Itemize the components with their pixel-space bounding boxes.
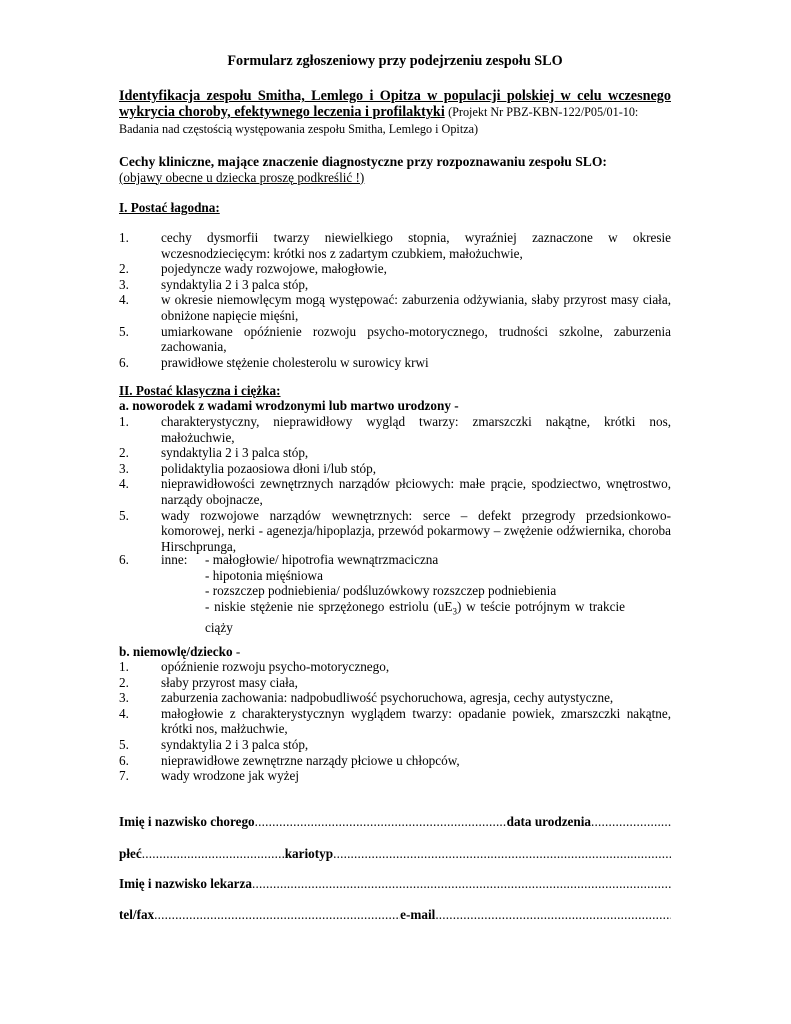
list-number: 1.: [119, 659, 129, 674]
item6-sublist: [205, 552, 625, 636]
project-heading: Identyfikacja zespołu Smitha, Lemlego i Opitza w populacji polskiej w celu wczesnego wykrycia choroby, efektywnego leczenia i profilaktyki: [119, 88, 671, 120]
doctor-name-label: Imię i nazwisko lekarza: [119, 876, 252, 891]
list-item: [119, 324, 671, 355]
project-subtitle: Badania nad częstością występowania zespołu Smitha, Lemlego i Opitza): [119, 121, 479, 136]
list-item: [119, 706, 671, 737]
list-text: słaby przyrost masy ciała,: [161, 674, 298, 690]
list-text: prawidłowe stężenie cholesterolu w surowicy krwi: [161, 354, 429, 370]
email-field[interactable]: [435, 907, 671, 923]
list-item: [119, 768, 671, 784]
item6-subitem: - małogłowie/ hipotrofia wewnątrzmaciczna: [205, 552, 439, 567]
list-number: 5.: [119, 736, 129, 752]
list-number: 5.: [119, 507, 129, 523]
list-number: 4.: [119, 705, 129, 721]
birth-date-field[interactable]: [591, 814, 671, 830]
list-text: syndaktylia 2 i 3 palca stóp,: [161, 736, 309, 752]
item6-estriol-sub: 3: [452, 606, 457, 617]
list-item: [119, 690, 671, 706]
list-text: syndaktylia 2 i 3 palca stóp,: [161, 276, 309, 292]
sex-field[interactable]: [142, 846, 285, 862]
list-number: 3.: [119, 690, 129, 706]
list-item: [119, 414, 671, 445]
doctor-name-field[interactable]: [252, 876, 671, 892]
features-instruction: (objawy obecne u dziecka proszę podkreślić !): [119, 169, 365, 185]
patient-name-field[interactable]: [255, 814, 507, 830]
list-item: [119, 230, 671, 261]
item6-estriol-text: - niskie stężenie nie sprzężonego estriolu (uE: [205, 598, 453, 614]
sub-b-label: b. niemowlę/dziecko: [119, 644, 233, 659]
list-item: [119, 445, 671, 461]
item6-subitem: - rozszczep podniebienia/ podśluzówkowy rozszczep podniebienia: [205, 583, 557, 599]
list-item: [119, 476, 671, 507]
list-text: syndaktylia 2 i 3 palca stóp,: [161, 445, 309, 461]
list-text: w okresie niemowlęcym mogą występować: zaburzenia odżywiania, słaby przyrost masy ciała, obniżone napięcie mięśni,: [161, 292, 671, 323]
list-item: [119, 737, 671, 753]
list-text: wady wrodzone jak wyżej: [161, 768, 300, 784]
section1-heading: I. Postać łagodna:: [119, 200, 220, 215]
list-text: charakterystyczny, nieprawidłowy wygląd twarzy: zmarszczki nakątne, krótki nos, małożuchwie,: [161, 414, 671, 445]
section2-heading: II. Postać klasyczna i ciężka:: [119, 383, 281, 398]
list-text: zaburzenia zachowania: nadpobudliwość psychoruchowa, agresja, cechy autystyczne,: [161, 690, 614, 706]
project-block: [119, 88, 671, 137]
section2b-list: [119, 659, 671, 784]
list-number: 4.: [119, 292, 129, 308]
sex-karyotype-row[interactable]: [119, 846, 671, 862]
karyotype-label: kariotyp: [284, 846, 334, 861]
list-text: opóźnienie rozwoju psycho-motorycznego,: [161, 659, 390, 674]
section2-sub-b: [119, 644, 240, 660]
list-number: 3.: [119, 276, 129, 292]
features-heading: Cechy kliniczne, mające znaczenie diagnostyczne przy rozpoznawaniu zespołu SLO:: [119, 154, 607, 169]
birth-date-label: data urodzenia: [506, 814, 591, 829]
list-number: 4.: [119, 476, 129, 492]
document-title: Formularz zgłoszeniowy przy podejrzeniu zespołu SLO: [227, 53, 563, 69]
features-block: [119, 154, 671, 185]
sub-b-dash: -: [232, 644, 241, 659]
list-text: pojedyncze wady rozwojowe, małogłowie,: [161, 261, 387, 277]
list-item: [119, 355, 671, 371]
list-number: 3.: [119, 460, 129, 476]
list-item: [119, 277, 671, 293]
patient-name-label: Imię i nazwisko chorego: [119, 814, 255, 829]
list-text: nieprawidłowe zewnętrzne narządy płciowe u chłopców,: [161, 752, 460, 768]
list-number: 7.: [119, 768, 129, 784]
list-text: nieprawidłowości zewnętrznych narządów płciowych: małe prącie, spodziectwo, wnętrostwo, narządy obojnacze,: [161, 476, 671, 507]
list-text: cechy dysmorfii twarzy niewielkiego stopnia, wyraźniej zaznaczone w okresie wczesnodziecięcym: krótki nos z zadartym czubkiem, małożuchwie,: [161, 230, 671, 261]
list-item: [119, 292, 671, 323]
list-item: [119, 508, 671, 555]
item6-label: inne:: [161, 552, 188, 567]
list-item: [119, 659, 671, 675]
list-text: wady rozwojowe narządów wewnętrznych: serce – defekt przegrody przedsionkowo-komorowej, nerki - agenezja/hipoplazja, przewód pokarmowy – zwężenie odźwiernika, choroba Hirschprunga,: [161, 507, 671, 554]
list-number: 2.: [119, 445, 129, 461]
list-text: polidaktylia pozaosiowa dłoni i/lub stóp,: [161, 460, 377, 476]
project-code: (Projekt Nr PBZ-KBN-122/P05/01-10:: [448, 105, 639, 119]
section2a-list: [119, 414, 671, 554]
list-item: [119, 753, 671, 769]
list-number: 2.: [119, 674, 129, 690]
list-item: [119, 261, 671, 277]
list-text: umiarkowane opóźnienie rozwoju psycho-motorycznego, trudności szkolne, zaburzenia zachowania,: [161, 323, 671, 355]
list-number: 6.: [119, 552, 129, 567]
item6-subitem-estriol: [205, 599, 625, 636]
list-number: 2.: [119, 261, 129, 277]
item6-estriol-text-b: ) w teście potrójnym w trakcie ciąży: [205, 598, 625, 636]
tel-fax-field[interactable]: [154, 907, 400, 923]
karyotype-field[interactable]: [333, 846, 671, 862]
contact-row[interactable]: [119, 907, 671, 923]
doctor-name-row[interactable]: [119, 876, 671, 892]
list-number: 1.: [119, 414, 129, 429]
section2a-item-6: [119, 552, 671, 636]
list-number: 6.: [119, 354, 129, 370]
list-number: 6.: [119, 752, 129, 768]
email-label: e-mail: [400, 907, 436, 922]
list-item: [119, 461, 671, 477]
item6-subitem: - hipotonia mięśniowa: [205, 567, 323, 583]
list-number: 5.: [119, 323, 129, 339]
section1-list: [119, 230, 671, 370]
list-number: 1.: [119, 230, 129, 245]
section2-sub-a: a. noworodek z wadami wrodzonymi lub martwo urodzony -: [119, 398, 459, 413]
list-item: [119, 675, 671, 691]
sex-label: płeć: [119, 846, 142, 861]
patient-name-row[interactable]: [119, 814, 671, 830]
tel-fax-label: tel/fax: [119, 907, 155, 922]
list-text: małogłowie z charakterystycznyn wyglądem twarzy: opadanie powiek, zmarszczki nakątne, krótki nos, małżuchwie,: [161, 705, 671, 737]
